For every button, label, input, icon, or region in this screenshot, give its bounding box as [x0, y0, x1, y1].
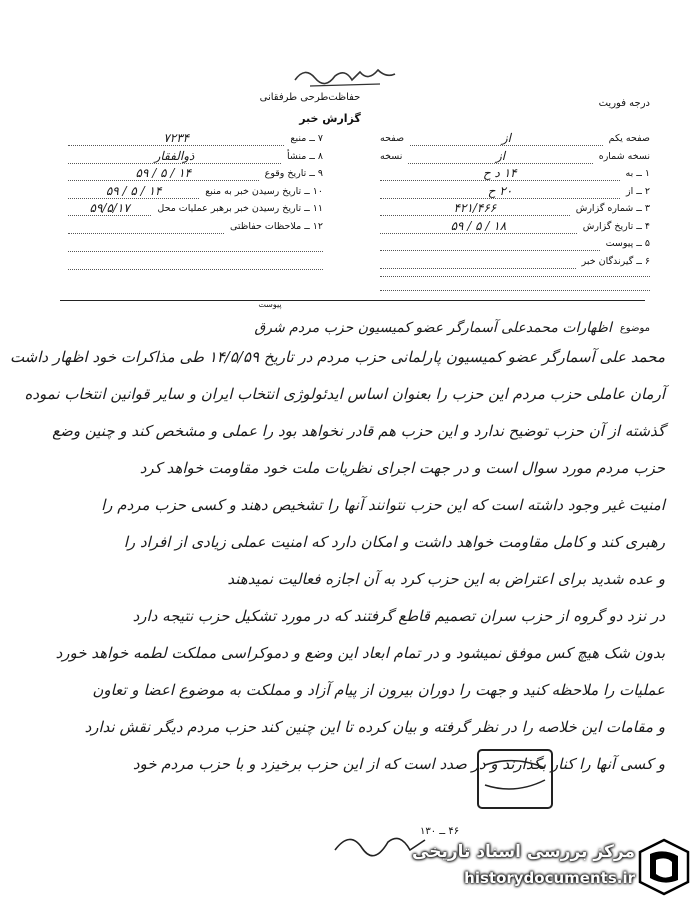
subject-row: [60, 318, 650, 338]
footer-code: ۴۶ ــ ۱۳۰: [420, 826, 460, 837]
field-extra-label: صفحه: [380, 133, 405, 144]
field-label: ۴ ــ تاریخ گزارش: [582, 220, 650, 232]
handwritten-line: آرمان عاملی حزب مردم این حزب را بعنوان اساس ایدئولوژی انتخاب ایران و سایر قوانین انتخاب نموده: [24, 385, 665, 403]
right-field-row: [380, 148, 650, 165]
right-field-row: [380, 165, 650, 182]
field-label: ۵ ــ پیوست: [605, 238, 650, 249]
field-value: ۵۹/۵/۱۷: [68, 201, 151, 216]
field-label: ۸ ــ منشأ: [286, 150, 323, 162]
left-field-row: [68, 148, 323, 165]
right-field-row: [380, 200, 650, 217]
handwritten-line: حزب مردم مورد سوال است و در جهت اجرای نظریات ملت خود مقاومت خواهد کرد: [139, 459, 665, 477]
field-label: ۱۱ ــ تاریخ رسیدن خبر برهبر عملیات محل: [157, 203, 323, 214]
field-value: از: [410, 131, 603, 146]
report-title: گزارش خبر: [299, 112, 361, 125]
right-field-row: [380, 235, 650, 252]
right-field-row: [380, 218, 650, 235]
blank-form-line: [380, 289, 650, 291]
subject-label: موضوع: [619, 322, 650, 334]
field-extra-label: نسخه: [380, 150, 403, 162]
blank-form-line: [380, 275, 650, 277]
watermark-title: مرکز بررسی اسناد تاریخی: [412, 842, 635, 862]
field-value: ذوالفقار: [68, 149, 281, 164]
right-field-row: [380, 130, 650, 147]
field-value: ۷۲۳۴: [68, 131, 284, 146]
left-field-row: [68, 183, 323, 200]
left-field-row: [68, 165, 323, 182]
handwritten-line: و عده شدید برای اعتراض به این حزب کرد به آن اجازه فعالیت نمیدهند: [227, 570, 665, 588]
field-label: ۱ ــ به: [625, 168, 650, 179]
field-value: [68, 219, 224, 234]
field-label: ۷ ــ منبع: [290, 133, 323, 144]
field-label: ۳ ــ شماره گزارش: [575, 203, 650, 214]
subject-text: اظهارات محمدعلی آسمارگر عضو کمیسیون حزب مردم شرق: [254, 320, 612, 336]
watermark-url: historydocuments.ir: [464, 869, 635, 887]
field-value: از: [408, 149, 592, 164]
handwritten-line: بدون شک هیچ کس موفق نمیشود و در تمام ابعاد این وضع و دموکراسی مملکت لطمه خواهد خورد: [55, 644, 665, 662]
handwritten-line: در نزد دو گروه از حزب سران تصمیم قاطع گرفتند که در مورد تشکیل حزب نتیجه دارد: [132, 607, 665, 625]
top-stamp-scribble: [290, 62, 400, 92]
bottom-stamp: [470, 740, 560, 820]
org-name: حفاظت‌طرحی طرفقانی: [259, 92, 361, 103]
field-label: نسخه شماره: [598, 150, 650, 162]
handwritten-line: عملیات را ملاحظه کنید و جهت را دوران بیرون از پیام آزاد و مملکت به موضوع اعضا و تعاون: [92, 681, 665, 699]
field-label: صفحه یکم: [608, 133, 650, 144]
field-value: ۲۰ ح: [380, 184, 620, 199]
field-value: ۴۲۱/۴۶۶: [380, 201, 570, 216]
left-field-row: [68, 200, 323, 217]
field-value: ۱۴ / ۵ / ۵۹: [68, 166, 259, 181]
field-label: ۱۰ ــ تاریخ رسیدن خبر به منبع: [205, 185, 323, 197]
field-value: [380, 254, 576, 269]
left-field-row: [68, 218, 323, 235]
field-label: ۶ ــ گیرندگان خبر: [581, 255, 650, 267]
classification-label: درجه فوریت: [598, 98, 650, 109]
handwritten-line: گذشته از آن حزب توضیح ندارد و این حزب هم قادر نخواهد بود را عملی و مشخص کند و چنین وضع: [52, 422, 665, 440]
field-label: ۱۲ ــ ملاحظات حفاظتی: [229, 220, 323, 232]
blank-form-line: [68, 250, 323, 252]
header-divider: [60, 300, 645, 301]
archive-logo-icon: [638, 838, 690, 896]
field-label: ۲ ــ از: [626, 185, 650, 197]
handwritten-line: و کسی آنها را کنار بگذارند و در صدد است که از این حزب برخیزد و با حزب مردم خود: [132, 755, 665, 773]
right-field-row: [380, 183, 650, 200]
watermark: [380, 836, 695, 900]
handwritten-line: محمد علی آسمارگر عضو کمیسیون پارلمانی حزب مردم در تاریخ ۱۴/۵/۵۹ طی مذاکرات خود اظهار داشت: [9, 348, 665, 366]
blank-form-line: [68, 268, 323, 270]
handwritten-line: و مقامات این خلاصه را در نظر گرفته و بیان کرده تا این چنین کند حزب مردم دیگر نقش ندارد: [84, 718, 665, 736]
field-value: [380, 236, 600, 251]
field-value: ۱۸ / ۵ / ۵۹: [380, 219, 577, 234]
attachment-note: پیوست: [258, 300, 282, 309]
handwritten-line: امنیت غیر وجود داشته است که این حزب نتوانند آنها را تشخیص دهند و کسی حزب مردم را: [101, 496, 665, 514]
field-value: ۱۴ / ۵ / ۵۹: [68, 184, 199, 199]
field-value: ۱۴ د ح: [380, 166, 620, 181]
field-label: ۹ ــ تاریخ وقوع: [264, 168, 323, 179]
left-field-row: [68, 130, 323, 147]
right-field-row: [380, 253, 650, 270]
handwritten-line: رهبری کند و کامل مقاومت خواهد داشت و امکان دارد که امنیت عملی زیادی از افراد را: [123, 533, 665, 551]
